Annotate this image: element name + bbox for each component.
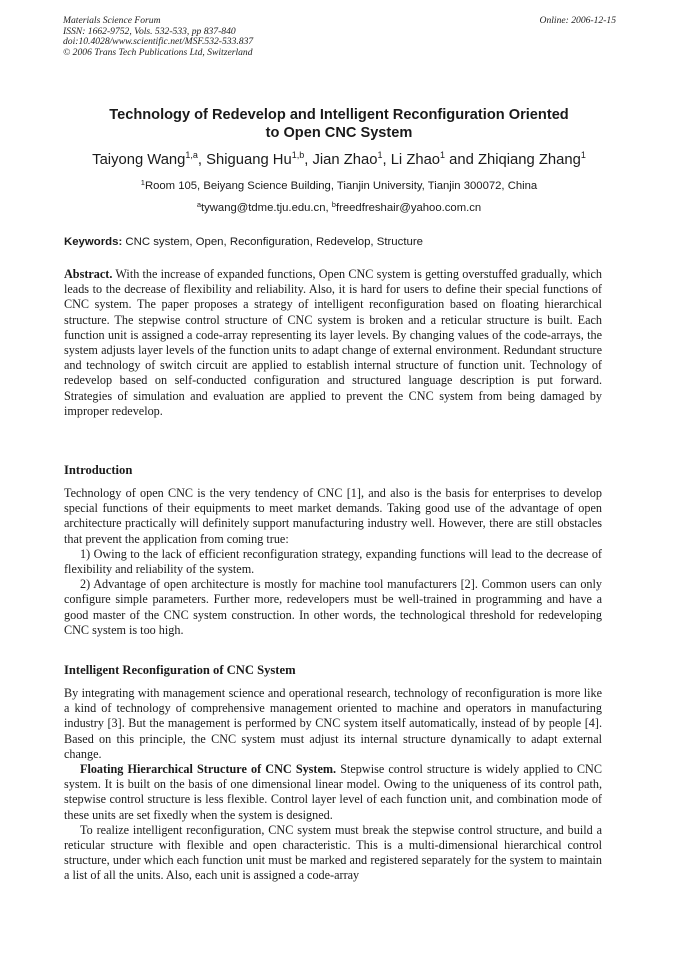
paragraph: 1) Owing to the lack of efficient reconfiguration strategy, expanding functions will lead to the decrease of flexibility and reliability of the system. [64, 546, 602, 577]
intelligent-section [64, 686, 602, 884]
section-heading-intelligent-reconfiguration: Intelligent Reconfiguration of CNC System [64, 663, 296, 677]
abstract-text: With the increase of expanded functions, Open CNC system is getting overstuffed gradually, which leads to the decrease of flexibility and reliability. Also, it is hard for users to define their special functions of CNC system. The paper proposes a strategy of intelligent reconfiguration based on floating hierarchical structure. The stepwise control structure of CNC system is broken and a reticular structure is built. Each function unit is assigned a code-array representing its layer levels. By changing values of the code-arrays, the system adjusts layer levels of the function units to adapt change of external environment. Redundant structure and technology of switch circuit are applied to establish internal structure of function unit. Technology of redevelop based on self-conducted configuration and structured language description is put forward. Strategies of simulation and evaluation are applied to prevent the CNC system from being damaged by improper redevelop. [64, 267, 602, 418]
online-date: Online: 2006-12-15 [539, 15, 616, 26]
paragraph: Technology of open CNC is the very tendency of CNC [1], and also is the basis for enterprises to develop special functions of their equipments to meet market demands. Taking good use of the advantage of open architecture practically will definitely support manufacturing industry well. However, there are still obstacles that prevent the application from coming true: [64, 486, 602, 546]
author-sep: , [382, 152, 391, 168]
affiliation [40, 180, 638, 192]
journal-issn: ISSN: 1662-9752, Vols. 532-533, pp 837-840 [63, 25, 236, 37]
journal-name: Materials Science Forum [63, 15, 161, 26]
paragraph: By integrating with management science and operational research, technology of reconfiguration is more like a kind of technology of comprehensive management oriented to machine and operators in manufacturing industry [3]. But the management is performed by CNC system itself automatically, instead of by people [4]. Based on this principle, the CNC system must adjust its internal structure dynamically to adapt external change. [64, 686, 602, 761]
introduction-section [64, 486, 602, 638]
paragraph: 2) Advantage of open architecture is mostly for machine tool manufacturers [2]. Common users can only configure simple parameters. Further more, redevelopers must be well-trained in programming and have a good master of the CNC system construction. In other words, the technological threshold for redeveloping CNC system is too high. [64, 577, 602, 637]
author-sep: , [304, 152, 313, 168]
author-sep: , [197, 152, 207, 168]
keywords [64, 236, 423, 248]
email-sup: b [331, 200, 336, 209]
paragraph-text: Stepwise control structure is widely applied to CNC system. It is built on the basis of one dimensional linear model. Owing to the uniqueness of its control path, stepwise control structure is less flexible. Control layer level of each function unit, and combination mode of these units are set fixedly when the system is designed. [64, 762, 602, 822]
journal-header [63, 16, 253, 58]
affiliation-sup: 1 [140, 178, 145, 187]
subsection-label: Floating Hierarchical Structure of CNC System. [80, 762, 337, 777]
title-line-2: to Open CNC System [265, 125, 413, 141]
author-sup: 1 [580, 150, 586, 160]
author-list [40, 152, 638, 168]
author-name: Zhiqiang Zhang [477, 152, 581, 168]
author-sup: 1,b [291, 150, 305, 160]
paragraph: To realize intelligent reconfiguration, CNC system must break the stepwise control structure, and build a reticular structure with flexible and open characteristic. This is a multi-dimensional hierarchical control structure, under which each function unit must be marked and registered separately for the system to maintain a list of all the units. Also, each unit is assigned a code-array [64, 822, 602, 883]
author-sup: 1 [377, 150, 383, 160]
author-name: Taiyong Wang [92, 152, 186, 168]
author-name: Jian Zhao [312, 152, 378, 168]
email-sep: , [325, 202, 332, 214]
author-name: Li Zhao [390, 152, 441, 168]
abstract-paragraph [64, 267, 602, 419]
paper-title [60, 106, 618, 142]
affiliation-text: Room 105, Beiyang Science Building, Tianjin University, Tianjin 300072, China [144, 180, 538, 192]
journal-doi: doi:10.4028/www.scientific.net/MSF.532-533.837 [63, 36, 254, 47]
title-line-1: Technology of Redevelop and Intelligent Reconfiguration Oriented [109, 107, 569, 123]
abstract-label: Abstract. [64, 267, 113, 281]
email-link[interactable]: freedfreshair@yahoo.com.cn [335, 202, 482, 214]
abstract [64, 267, 602, 419]
author-name: Shiguang Hu [206, 152, 292, 168]
author-sep: and [445, 152, 478, 168]
paragraph [64, 762, 602, 823]
journal-copyright: © 2006 Trans Tech Publications Ltd, Switzerland [63, 46, 253, 58]
author-sup: 1,a [185, 150, 198, 160]
author-emails [40, 202, 638, 214]
email-link[interactable]: tywang@tdme.tju.edu.cn [200, 202, 326, 214]
keywords-label: Keywords: [64, 236, 123, 248]
author-sup: 1 [440, 150, 446, 160]
email-sup: a [196, 200, 201, 209]
section-heading-introduction: Introduction [64, 463, 133, 477]
keywords-text: CNC system, Open, Reconfiguration, Redevelop, Structure [122, 236, 423, 248]
